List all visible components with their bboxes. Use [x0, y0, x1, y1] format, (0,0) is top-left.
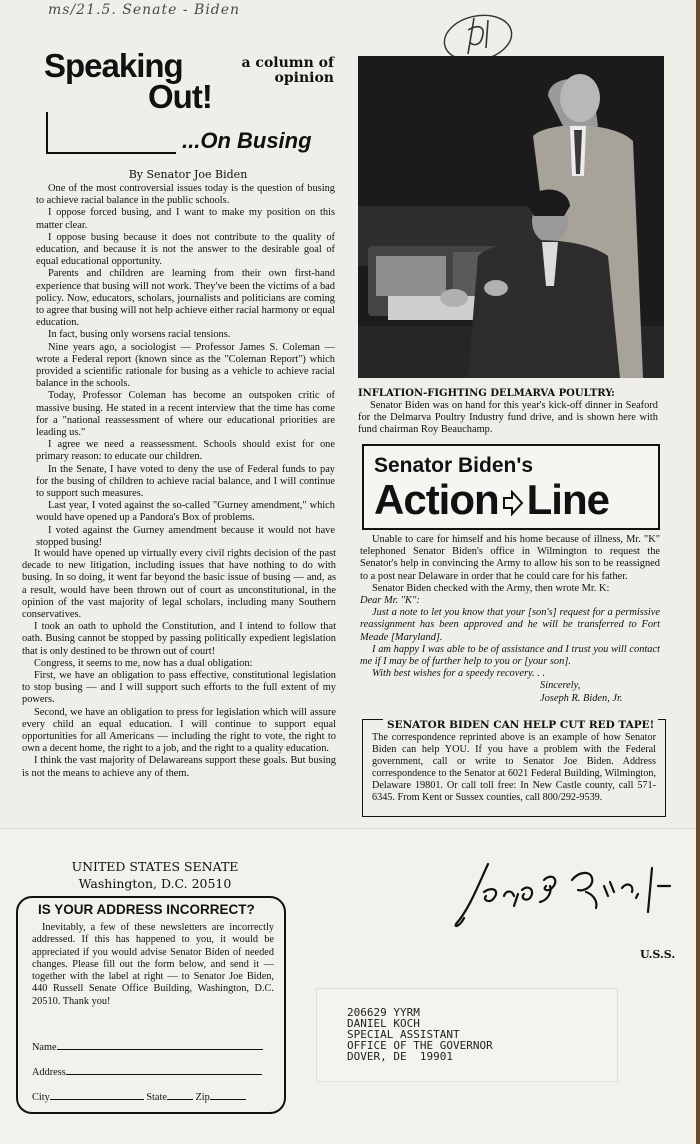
- article-paragraph: Second, we have an obligation to press for legislation which will assure every child an equal education. I will continue to support equal opportunities for all Americans — including the right to vote, the right to own a decent home, the right to a job, and the right to a quality education.: [22, 706, 336, 755]
- article-paragraph: Today, Professor Coleman has become an outspoken critic of massive busing. He stated in a recent interview that the time has come for a "national reassessment of where our educational priorities are leading us.": [36, 390, 335, 439]
- red-tape-box: [362, 719, 666, 817]
- address-form-text: Inevitably, a few of these newsletters are incorrectly addressed. If this has happened to you, it would be appreciated if you would advise Senator Biden of needed changes. Please fill out the form below, and send it — together with the label at right — to Senator Joe Biden, 440 Russell Senate Office Building, Washington, D.C. 20510. Thank you!: [32, 922, 274, 1007]
- article-paragraph: I think the vast majority of Delawareans support these goals. But busing is not the means to achieve any of them.: [22, 755, 336, 779]
- zip-blank-line[interactable]: [210, 1090, 246, 1100]
- mailing-label-text: [347, 1007, 493, 1062]
- news-photo: [358, 56, 664, 378]
- masthead-bracket: [46, 112, 176, 154]
- return-address-line-2: Washington, D.C. 20510: [78, 876, 232, 891]
- article-paragraph: In the Senate, I have voted to deny the use of Federal funds to pay for the busing of children to achieve racial balance, and I will continue to support such measures.: [36, 463, 335, 500]
- masthead-line-2: Out!: [148, 78, 212, 115]
- city-blank-line[interactable]: [50, 1090, 144, 1100]
- city-field-label: City: [32, 1092, 50, 1103]
- label-line-5: DOVER, DE 19901: [347, 1050, 453, 1063]
- name-blank-line[interactable]: [57, 1040, 263, 1050]
- address-form-instructions: [32, 922, 274, 1008]
- return-address: [60, 858, 250, 892]
- column-label-line-1: a column of: [241, 55, 334, 71]
- action-line-banner: [362, 444, 660, 530]
- city-state-zip-field[interactable]: [32, 1090, 246, 1103]
- label-line-1: 206629 YYRM: [347, 1006, 420, 1019]
- label-line-3: SPECIAL ASSISTANT: [347, 1028, 460, 1041]
- article-paragraph: Parents and children are learning from their own first-hand experience that busing will not work. They've been the victims of a bad policy. Now, educators, scholars, journalists and politicians are coming to agree that busing will not help achieve either racial harmony or equal education.: [36, 268, 335, 329]
- letter-paragraph: I am happy I was able to be of assistance and I trust you will contact me if I may be of further help to you or [your son].: [360, 643, 660, 668]
- story-paragraph: Unable to care for himself and his home because of illness, Mr. "K" telephoned Senator Biden's office in Wilmington to request the Senator's help in convincing the Army to allow his son to be reassigned to a post near Delaware in order that he could care for his father.: [360, 534, 660, 582]
- letter-closing: Sincerely,: [540, 680, 581, 692]
- signature-icon: [448, 856, 678, 936]
- photo-caption-title: INFLATION-FIGHTING DELMARVA POULTRY:: [358, 388, 615, 399]
- article-paragraph: First, we have an obligation to pass effective, constitutional legislation to stop busing — and I will support such efforts to the full extent of my powers.: [22, 670, 336, 706]
- arrow-right-icon: [502, 490, 524, 516]
- red-tape-body: The correspondence reprinted above is an example of how Senator Biden can help YOU. If you have a problem with the Federal government, call or write to Senator Joe Biden. Address correspondence to the Senator at 6021 Federal Building, Wilmington, Delaware 19801. Or call toll free: In New Castle county, call 571-6345. From Kent or Sussex counties, call 800/292-9539.: [372, 732, 656, 803]
- letter-signature: Joseph R. Biden, Jr.: [540, 692, 623, 704]
- state-blank-line[interactable]: [167, 1090, 193, 1100]
- photo-illustration: [358, 56, 664, 378]
- photo-caption-text: Senator Biden was on hand for this year's kick-off dinner in Seaford for the Delmarva Poultry Industry fund drive, and is shown here with fund chairman Roy Beauchamp.: [358, 400, 658, 436]
- article-paragraph: I oppose busing because it does not contribute to the quality of education, and because it is not the answer to the desirable goal of equal educational opportunity.: [36, 231, 335, 268]
- letter-paragraph: With best wishes for a speedy recovery. . .: [372, 668, 546, 680]
- article-paragraph: I oppose forced busing, and I want to make my position on this matter clear.: [36, 207, 335, 231]
- address-correction-form: [16, 896, 286, 1114]
- letter-paragraph: Just a note to let you know that your [son's] request for a permissive reassignment has been approved and he will be transferred to Fort Meade [Maryland].: [360, 607, 660, 643]
- state-field-label: State: [146, 1092, 167, 1103]
- masthead-speaking-out: [44, 47, 212, 115]
- article-byline: By Senator Joe Biden: [128, 168, 248, 181]
- address-field-label: Address: [32, 1067, 66, 1078]
- address-form-title: IS YOUR ADDRESS INCORRECT?: [38, 902, 255, 917]
- article-paragraph: Last year, I voted against the so-called "Gurney amendment," which would have opened up a Pandora's Box of problems.: [36, 500, 335, 524]
- action-line-logotype: [374, 476, 609, 524]
- address-blank-line[interactable]: [66, 1065, 262, 1075]
- red-tape-title: SENATOR BIDEN CAN HELP CUT RED TAPE!: [383, 719, 658, 731]
- article-paragraph: I took an oath to uphold the Constitution, and I intend to follow that oath. Busing cannot be stopped by passing politically expedient legislation that is only destined to be thrown out of court!: [22, 621, 336, 657]
- article-paragraph: It would have opened up virtually every civil rights decision of the past decade to new litigation, including issues that have nothing to do with busing. In so doing, it went far beyond the basic issue of busing — and, as a result, would have been thrown out of court as unconstitutional, in the opinion of the vast majority of legal scholars, including many Southern conservatives.: [22, 548, 336, 621]
- photo-caption: [358, 400, 658, 437]
- story-paragraph: Senator Biden checked with the Army, then wrote Mr. K:: [372, 582, 610, 594]
- name-field-label: Name: [32, 1042, 57, 1053]
- article-subtitle: ...On Busing: [182, 128, 312, 153]
- action-line-story: [360, 534, 660, 705]
- action-line-title: Senator Biden's: [374, 454, 534, 477]
- signature-title: U.S.S.: [640, 948, 676, 961]
- column-label-line-2: opinion: [274, 70, 334, 86]
- article-paragraph: I voted against the Gurney amendment because it would not have stopped busing!: [36, 524, 335, 548]
- masthead-line-1: Speaking: [44, 47, 183, 84]
- column-of-opinion-label: [222, 56, 334, 86]
- article-paragraph: Nine years ago, a sociologist — Professor James S. Coleman — wrote a Federal report (known since as the "Coleman Report") which provided a scientific rationale for busing as a vehicle to achieve racial balance in the schools.: [36, 341, 335, 390]
- zip-field-label: Zip: [195, 1092, 210, 1103]
- label-line-4: OFFICE OF THE GOVERNOR: [347, 1039, 493, 1052]
- return-address-line-1: UNITED STATES SENATE: [71, 859, 239, 874]
- handwritten-annotation: ms/21.5. Senate - Biden: [48, 2, 241, 18]
- action-line-word-2: Line: [526, 476, 609, 523]
- article-column-2: [22, 548, 336, 780]
- article-column-1: [36, 183, 335, 549]
- article-paragraph: I agree we need a reassessment. Schools should exist for one primary reason: to educate our children.: [36, 439, 335, 463]
- article-paragraph: One of the most controversial issues today is the question of busing to achieve racial balance in the public schools.: [36, 183, 335, 207]
- address-field[interactable]: [32, 1065, 262, 1078]
- label-line-2: DANIEL KOCH: [347, 1017, 420, 1030]
- name-field[interactable]: [32, 1040, 263, 1053]
- letter-salutation: Dear Mr. "K":: [360, 595, 420, 607]
- article-paragraph: In fact, busing only worsens racial tensions.: [48, 329, 231, 341]
- article-paragraph: Congress, it seems to me, now has a dual obligation:: [34, 657, 253, 669]
- action-line-word-1: Action: [374, 476, 499, 523]
- mailing-label: [316, 988, 618, 1082]
